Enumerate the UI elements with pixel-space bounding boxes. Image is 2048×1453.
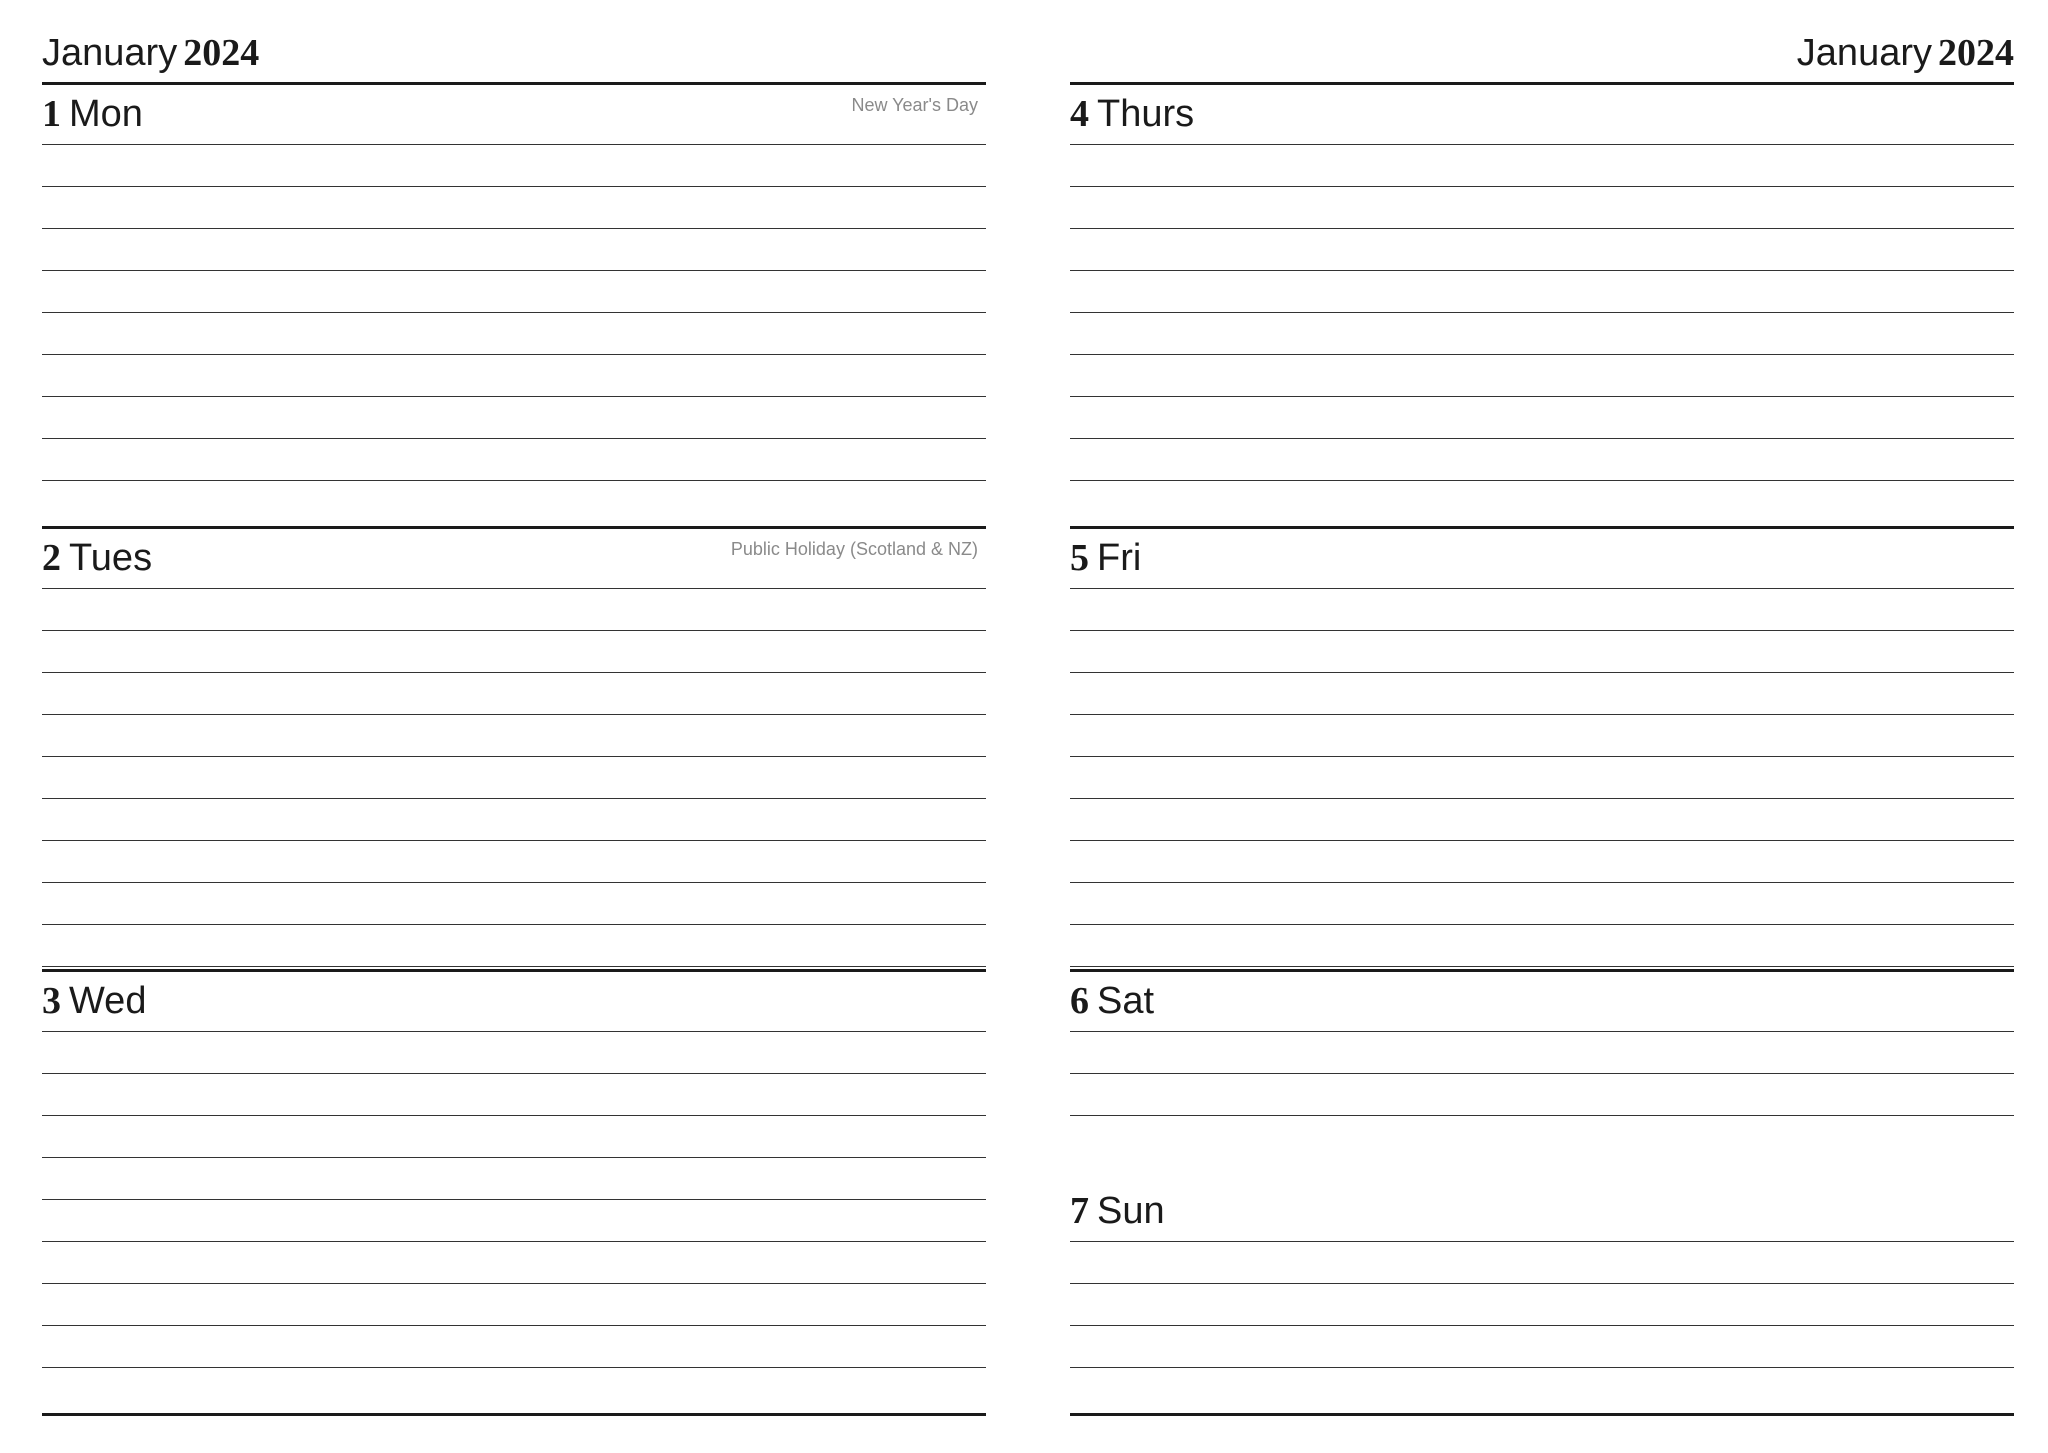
day-title	[1070, 1188, 1165, 1234]
writing-line[interactable]	[1070, 1284, 2014, 1326]
writing-line[interactable]	[42, 1074, 986, 1116]
day-number: 7	[1070, 1190, 1089, 1232]
writing-line[interactable]	[42, 439, 986, 481]
day-number: 3	[42, 980, 61, 1022]
writing-line[interactable]	[1070, 883, 2014, 925]
day-heading	[1070, 972, 2014, 1032]
writing-line[interactable]	[42, 229, 986, 271]
day-name: Thurs	[1097, 93, 1195, 135]
writing-line[interactable]	[42, 1326, 986, 1368]
writing-line[interactable]	[42, 589, 986, 631]
writing-line[interactable]	[42, 1158, 986, 1200]
day-heading	[42, 972, 986, 1032]
day-block-4	[1070, 82, 2014, 481]
writing-line[interactable]	[1070, 589, 2014, 631]
writing-line[interactable]	[1070, 925, 2014, 967]
writing-line[interactable]	[1070, 229, 2014, 271]
writing-line[interactable]	[42, 631, 986, 673]
day-block-7	[1070, 1162, 2014, 1368]
writing-line[interactable]	[42, 841, 986, 883]
day-number: 4	[1070, 93, 1089, 135]
writing-line[interactable]	[42, 355, 986, 397]
writing-line[interactable]	[1070, 841, 2014, 883]
writing-line[interactable]	[42, 715, 986, 757]
day-number: 6	[1070, 980, 1089, 1022]
writing-line[interactable]	[1070, 439, 2014, 481]
left-page	[42, 0, 986, 1453]
writing-line[interactable]	[42, 271, 986, 313]
month-header	[42, 28, 259, 78]
writing-line[interactable]	[42, 1284, 986, 1326]
writing-line[interactable]	[42, 757, 986, 799]
month-name: January	[42, 32, 178, 74]
day-name: Mon	[69, 93, 143, 135]
writing-line[interactable]	[1070, 145, 2014, 187]
writing-line[interactable]	[1070, 187, 2014, 229]
writing-line[interactable]	[42, 145, 986, 187]
writing-line[interactable]	[42, 397, 986, 439]
day-name: Sat	[1097, 980, 1155, 1022]
writing-line[interactable]	[1070, 355, 2014, 397]
day-name: Fri	[1097, 537, 1142, 579]
day-block-3	[42, 969, 986, 1368]
day-heading	[1070, 1162, 2014, 1242]
writing-line[interactable]	[42, 187, 986, 229]
day-title	[1070, 978, 1154, 1024]
day-heading	[42, 85, 986, 145]
writing-line[interactable]	[42, 313, 986, 355]
day-title	[1070, 91, 1194, 137]
holiday-note: New Year's Day	[851, 95, 978, 115]
year: 2024	[1938, 32, 2014, 74]
writing-line[interactable]	[1070, 1074, 2014, 1116]
day-title	[42, 535, 152, 581]
bottom-rule	[1070, 1413, 2014, 1416]
writing-line[interactable]	[1070, 673, 2014, 715]
writing-line[interactable]	[42, 1200, 986, 1242]
day-heading	[42, 529, 986, 589]
writing-line[interactable]	[1070, 799, 2014, 841]
day-number: 2	[42, 537, 61, 579]
writing-line[interactable]	[1070, 631, 2014, 673]
writing-line[interactable]	[1070, 1326, 2014, 1368]
day-block-5	[1070, 526, 2014, 967]
day-title	[42, 91, 143, 137]
right-page	[1070, 0, 2014, 1453]
writing-line[interactable]	[1070, 271, 2014, 313]
writing-line[interactable]	[1070, 757, 2014, 799]
writing-line[interactable]	[42, 1032, 986, 1074]
writing-line[interactable]	[42, 925, 986, 967]
year: 2024	[183, 32, 260, 74]
day-title	[42, 978, 146, 1024]
day-title	[1070, 535, 1141, 581]
day-block-6	[1070, 969, 2014, 1116]
writing-line[interactable]	[42, 799, 986, 841]
writing-line[interactable]	[1070, 715, 2014, 757]
holiday-note: Public Holiday (Scotland & NZ)	[730, 539, 978, 559]
writing-line[interactable]	[42, 883, 986, 925]
writing-line[interactable]	[1070, 1032, 2014, 1074]
day-heading	[1070, 529, 2014, 589]
day-name: Wed	[69, 980, 147, 1022]
writing-line[interactable]	[1070, 313, 2014, 355]
month-header	[1797, 28, 2014, 78]
day-name: Tues	[69, 537, 153, 579]
writing-line[interactable]	[1070, 1242, 2014, 1284]
day-block-1	[42, 82, 986, 481]
writing-line[interactable]	[1070, 397, 2014, 439]
writing-line[interactable]	[42, 1116, 986, 1158]
day-block-2	[42, 526, 986, 967]
writing-line[interactable]	[42, 1242, 986, 1284]
month-name: January	[1796, 32, 1932, 74]
day-number: 5	[1070, 537, 1089, 579]
day-heading	[1070, 85, 2014, 145]
writing-line[interactable]	[42, 673, 986, 715]
day-number: 1	[42, 93, 61, 135]
bottom-rule	[42, 1413, 986, 1416]
day-name: Sun	[1097, 1190, 1165, 1232]
